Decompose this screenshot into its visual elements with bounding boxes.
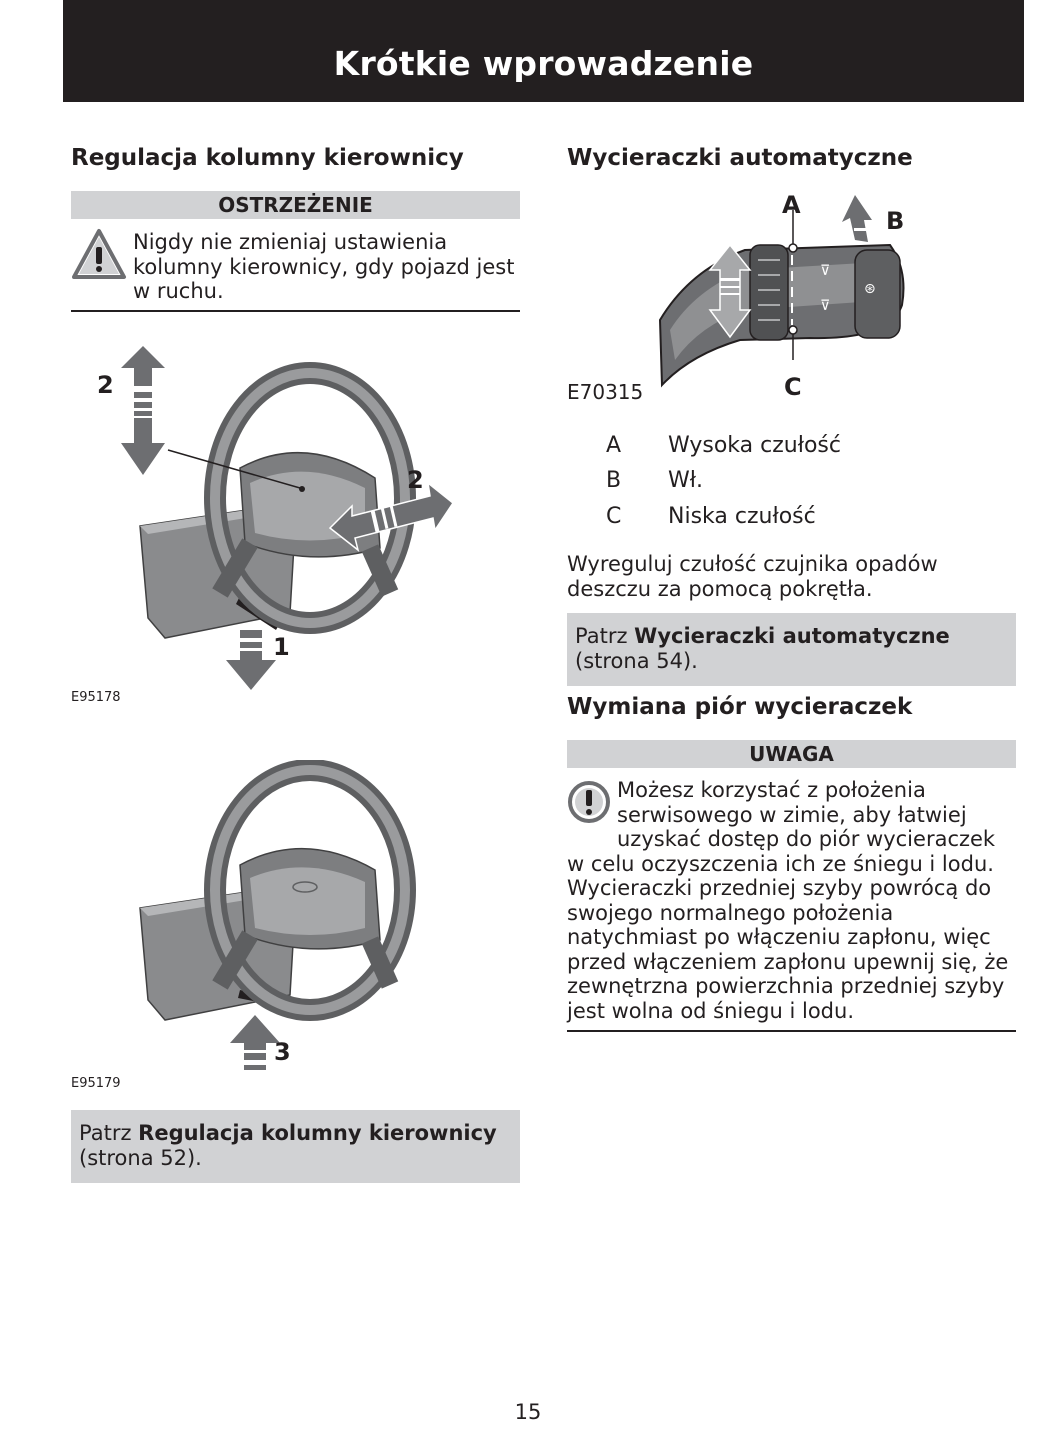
note-line-3: uzyskać dostęp do piór wycieraczek bbox=[617, 827, 996, 851]
wipers-reference-link: Wycieraczki automatyczne bbox=[634, 624, 950, 648]
callout-1-release: 1 bbox=[273, 633, 290, 661]
wipers-reference-box bbox=[567, 613, 1016, 686]
legend-value: Wysoka czułość bbox=[668, 433, 841, 458]
callout-c: C bbox=[784, 373, 802, 401]
steering-reference-text[interactable]: Patrz Regulacja kolumny kierownicy (strona 52). bbox=[79, 1121, 497, 1170]
legend-value: Niska czułość bbox=[668, 504, 816, 529]
svg-text:⊛: ⊛ bbox=[864, 281, 876, 297]
warning-text: Nigdy nie zmieniaj ustawienia kolumny kierownicy, gdy pojazd jest w ruchu. bbox=[133, 230, 515, 303]
legend-key: C bbox=[606, 504, 622, 529]
note-line-6: swojego normalnego położenia bbox=[567, 900, 894, 925]
svg-text:⊽: ⊽ bbox=[820, 298, 831, 314]
page-number: 15 bbox=[514, 1400, 542, 1424]
legend-key: A bbox=[606, 433, 622, 458]
svg-text:⊽: ⊽ bbox=[820, 263, 831, 279]
warning-divider bbox=[71, 310, 520, 312]
note-line-5: Wycieraczki przedniej szyby powrócą do bbox=[567, 876, 992, 900]
note-divider bbox=[567, 1030, 1016, 1032]
wiper-stalk-illustration bbox=[650, 190, 910, 390]
page-header bbox=[63, 0, 1024, 102]
auto-wipers-heading: Wycieraczki automatyczne bbox=[567, 145, 913, 171]
note-line-10: jest wolna od śniegu i lodu. bbox=[567, 998, 854, 1023]
section-title: Krótkie wprowadzenie bbox=[333, 44, 754, 83]
note-line-2: serwisowego w zimie, aby łatwiej bbox=[617, 802, 967, 827]
callout-b: B bbox=[886, 207, 905, 235]
note-line-9: zewnętrzna powierzchnia przedniej szyby bbox=[567, 974, 1005, 998]
wipers-reference-text[interactable]: Patrz Wycieraczki automatyczne (strona 54). bbox=[575, 624, 950, 673]
legend-key: B bbox=[606, 468, 622, 493]
callout-2-horizontal: 2 bbox=[407, 466, 424, 494]
figure-code-e95178: E95178 bbox=[71, 690, 121, 705]
note-line-8: przed włączeniem zapłonu upewnij się, że bbox=[567, 949, 1009, 974]
note-line-1: Możesz korzystać z położenia bbox=[617, 778, 926, 802]
figure-code-e70315: E70315 bbox=[567, 380, 644, 404]
warning-triangle-icon bbox=[71, 228, 127, 280]
note-line-4: w celu oczyszczenia ich ze śniegu i lodu. bbox=[567, 851, 994, 876]
steering-reference-box bbox=[71, 1110, 520, 1183]
blade-replacement-heading: Wymiana piór wycieraczek bbox=[567, 694, 913, 720]
note-exclamation-icon bbox=[567, 780, 611, 824]
note-banner: UWAGA bbox=[567, 740, 1016, 768]
steering-column-heading: Regulacja kolumny kierownicy bbox=[71, 145, 464, 171]
steering-lock-illustration bbox=[90, 760, 470, 1075]
note-line-7: natychmiast po włączeniu zapłonu, więc bbox=[567, 925, 991, 949]
warning-banner: OSTRZEŻENIE bbox=[71, 191, 520, 219]
sensitivity-paragraph: Wyreguluj czułość czujnika opadów deszczu za pomocą pokrętła. bbox=[567, 552, 938, 601]
figure-code-e95179: E95179 bbox=[71, 1076, 121, 1091]
callout-a: A bbox=[782, 191, 801, 219]
steering-reference-link: Regulacja kolumny kierownicy bbox=[138, 1121, 497, 1145]
legend-value: Wł. bbox=[668, 468, 703, 493]
callout-3-lock: 3 bbox=[274, 1038, 291, 1066]
callout-2-vertical: 2 bbox=[97, 371, 114, 399]
